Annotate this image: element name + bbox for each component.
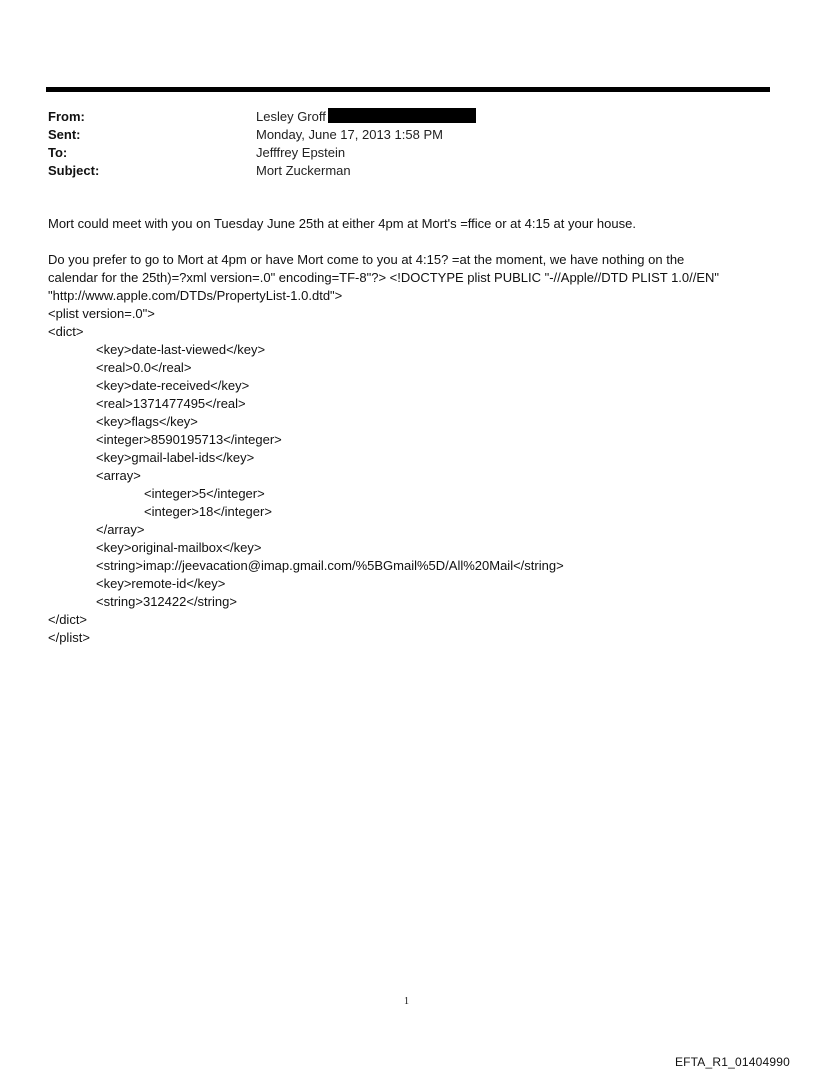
plist-line: <key>date-received</key> [96,378,250,393]
plist-line: <plist version=.0"> [48,306,155,321]
header-rule [46,87,770,92]
sent-value: Monday, June 17, 2013 1:58 PM [256,127,443,142]
plist-line: <string>312422</string> [96,594,237,609]
plist-line: <real>0.0</real> [96,360,192,375]
from-value [256,108,476,126]
plist-line: <integer>8590195713</integer> [96,432,282,447]
body-paragraph-2-line-2: calendar for the 25th)=?xml version=.0" encoding=TF-8"?> <!DOCTYPE plist PUBLIC "-//Apple//DTD PLIST 1.0//EN" [48,270,720,285]
email-body [48,215,768,647]
to-value: Jefffrey Epstein [256,145,346,160]
page-number: 1 [404,996,409,1007]
body-paragraph-2-line-1: Do you prefer to go to Mort at 4pm or have Mort come to you at 4:15? =at the moment, we have nothing on the [48,252,685,267]
body-paragraph-2-line-3: "http://www.apple.com/DTDs/PropertyList-1.0.dtd"> [48,288,343,303]
email-header [48,108,476,180]
to-label: To: [48,145,68,160]
plist-line: <string>imap://jeevacation@imap.gmail.com/%5BGmail%5D/All%20Mail</string> [96,558,564,573]
plist-line: <key>gmail-label-ids</key> [96,450,255,465]
plist-line: </plist> [48,630,90,645]
from-name: Lesley Groff [256,109,326,124]
plist-block [48,305,768,647]
plist-line: <key>flags</key> [96,414,198,429]
subject-value: Mort Zuckerman [256,163,351,178]
from-label: From: [48,109,85,124]
to-row [48,144,476,162]
plist-line: <key>remote-id</key> [96,576,226,591]
subject-row [48,162,476,180]
plist-line: <real>1371477495</real> [96,396,246,411]
plist-line: <integer>5</integer> [144,486,265,501]
plist-line: <dict> [48,324,84,339]
plist-line: </array> [96,522,145,537]
sent-label: Sent: [48,127,81,142]
document-id: EFTA_R1_01404990 [674,1055,790,1069]
redaction-block [328,108,476,123]
plist-line: <array> [96,468,141,483]
body-paragraph-1: Mort could meet with you on Tuesday June 25th at either 4pm at Mort's =ffice or at 4:15 at your house. [48,216,636,231]
plist-line: <key>date-last-viewed</key> [96,342,266,357]
plist-line: <integer>18</integer> [144,504,272,519]
sent-row [48,126,476,144]
plist-line: </dict> [48,612,88,627]
plist-line: <key>original-mailbox</key> [96,540,262,555]
from-row [48,108,476,126]
subject-label: Subject: [48,163,100,178]
